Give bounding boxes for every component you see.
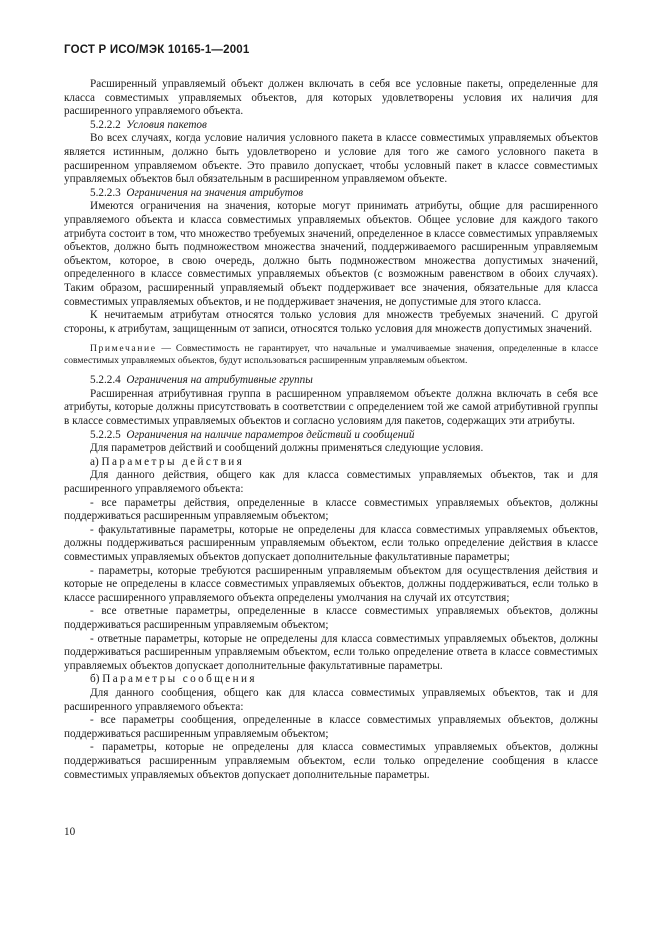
subsection-label: Параметры действия (101, 455, 245, 468)
document-page (64, 44, 598, 782)
note-paragraph (64, 343, 598, 367)
list-item: - параметры, которые не определены для класса совместимых управляемых объектов, должны поддерживаться расширенным управляемым объектом, если только определение сообщения в классе совместимых управляемых объектов допускает дополнительные параметры. (64, 741, 598, 781)
list-item: - параметры, которые требуются расширенным управляемым объектом для осуществления действия и которые не определены в классе совместимых управляемых объектов, должны поддерживаться, если только в классе расширенного управляемого объекта определены умолчания на случай их отсутствия; (64, 564, 598, 604)
section-number: 5.2.2.2 (90, 118, 121, 131)
page-header: ГОСТ Р ИСО/МЭК 10165-1—2001 (64, 44, 250, 56)
section-5223-text-2: К нечитаемым атрибутам относятся только условия для множеств требуемых значений. С другой стороны, к атрибутам, защищенным от записи, относятся только условия для множеств допустимых значений. (64, 309, 598, 335)
subsection-label: Параметры сообщения (102, 673, 257, 686)
section-title: Ограничения на наличие параметров действий и сообщений (126, 428, 415, 441)
section-number: 5.2.2.4 (90, 374, 121, 387)
subsection-prefix: б) (90, 673, 103, 686)
subsection-b-intro: Для данного сообщения, общего как для класса совместимых управляемых объектов, так и для расширенного управляемого объекта: (64, 686, 598, 713)
section-title: Ограничения на значения атрибутов (126, 186, 304, 199)
subsection-a-heading (64, 456, 598, 470)
subsection-a-intro: Для данного действия, общего как для класса совместимых управляемых объектов, так и для расширенного управляемого объекта: (64, 469, 598, 496)
page-number: 10 (64, 826, 76, 838)
section-number: 5.2.2.3 (90, 186, 121, 199)
section-number: 5.2.2.5 (90, 428, 121, 441)
subsection-b-heading (64, 673, 598, 687)
section-5225-text: Для параметров действий и сообщений должны применяться следующие условия. (90, 442, 484, 455)
list-item: - все параметры сообщения, определенные в классе совместимых управляемых объектов, должны поддерживаться расширенным управляемым объектом; (64, 714, 598, 740)
list-item: - все ответные параметры, определенные в классе совместимых управляемых объектов, должны поддерживаться расширенным управляемым объектом; (64, 605, 598, 631)
section-5223-heading (64, 187, 598, 201)
intro-paragraph: Расширенный управляемый объект должен включать в себя все условные пакеты, определенные для класса совместимых управляемых объектов, для которых удовлетворены условия их наличия для расширенного управляемого объекта. (64, 78, 598, 118)
note-label: Примечание (90, 343, 157, 355)
section-title: Ограничения на атрибутивные группы (126, 374, 313, 387)
section-5225-heading (64, 429, 598, 443)
section-5222-heading (64, 119, 598, 133)
subsection-prefix: а) (90, 455, 102, 468)
note-text: — Совместимость не гарантирует, что начальные и умалчиваемые значения, определенные в классе совместимых управляемых объектов, будут использоваться расширенным управляемым объектом. (64, 343, 598, 367)
section-5224-text: Расширенная атрибутивная группа в расширенном управляемом объекте должна включать в себя все атрибуты, которые должны присутствовать в соответствии с определением той же самой атрибутивной группы в классе совместимых управляемых объектов и согласно условиям для пакетов, содержащих эти атрибуты. (64, 387, 598, 428)
list-item: - факультативные параметры, которые не определены для класса совместимых управляемых объектов, должны поддерживаться расширенным управляемым объектом, если только определение действия в классе совместимых управляемых объектов допускает дополнительные факультативные параметры; (64, 523, 598, 563)
section-5224-heading (64, 374, 598, 388)
section-title: Условия пакетов (126, 118, 207, 131)
list-item: - ответные параметры, которые не определены для класса совместимых управляемых объектов, должны поддерживаться расширенным управляемым объектом, если только определение ответа в классе совместимых управляемых объектов допускает дополнительные факультативные параметры. (64, 632, 598, 672)
section-5223-text-1: Имеются ограничения на значения, которые могут принимать атрибуты, общие для расширенного управляемого объекта и класса совместимых управляемых объектов. Общее условие для каждого такого атрибута состоит в том, что множество требуемых значений, определенное в классе совместимых управляемых объектов, должно быть подмножеством множества значений, поддерживаемого расширенным управляемым объектом, которое, в свою очередь, должно быть подмножеством множества допустимых значений, определенного в классе совместимых управляемых объектов (с возможным равенством в обоих случаях). Таким образом, расширенный управляемый объект поддерживает все значения, обязательные для класса совместимых управляемых объектов, и не поддерживает значения, не допустимые для этого класса. (64, 200, 598, 308)
list-item: - все параметры действия, определенные в классе совместимых управляемых объектов, должны поддерживаться расширенным управляемым объектом; (64, 496, 598, 523)
section-5222-text: Во всех случаях, когда условие наличия условного пакета в классе совместимых управляемых объектов является истинным, должно быть удовлетворено и условие для того же самого условного пакета в расширенном управляемом объекте. Это правило допускает, чтобы условный пакет в классе совместимых управляемых объектов был обязательным в расширенном управляемом объекте. (64, 132, 598, 186)
